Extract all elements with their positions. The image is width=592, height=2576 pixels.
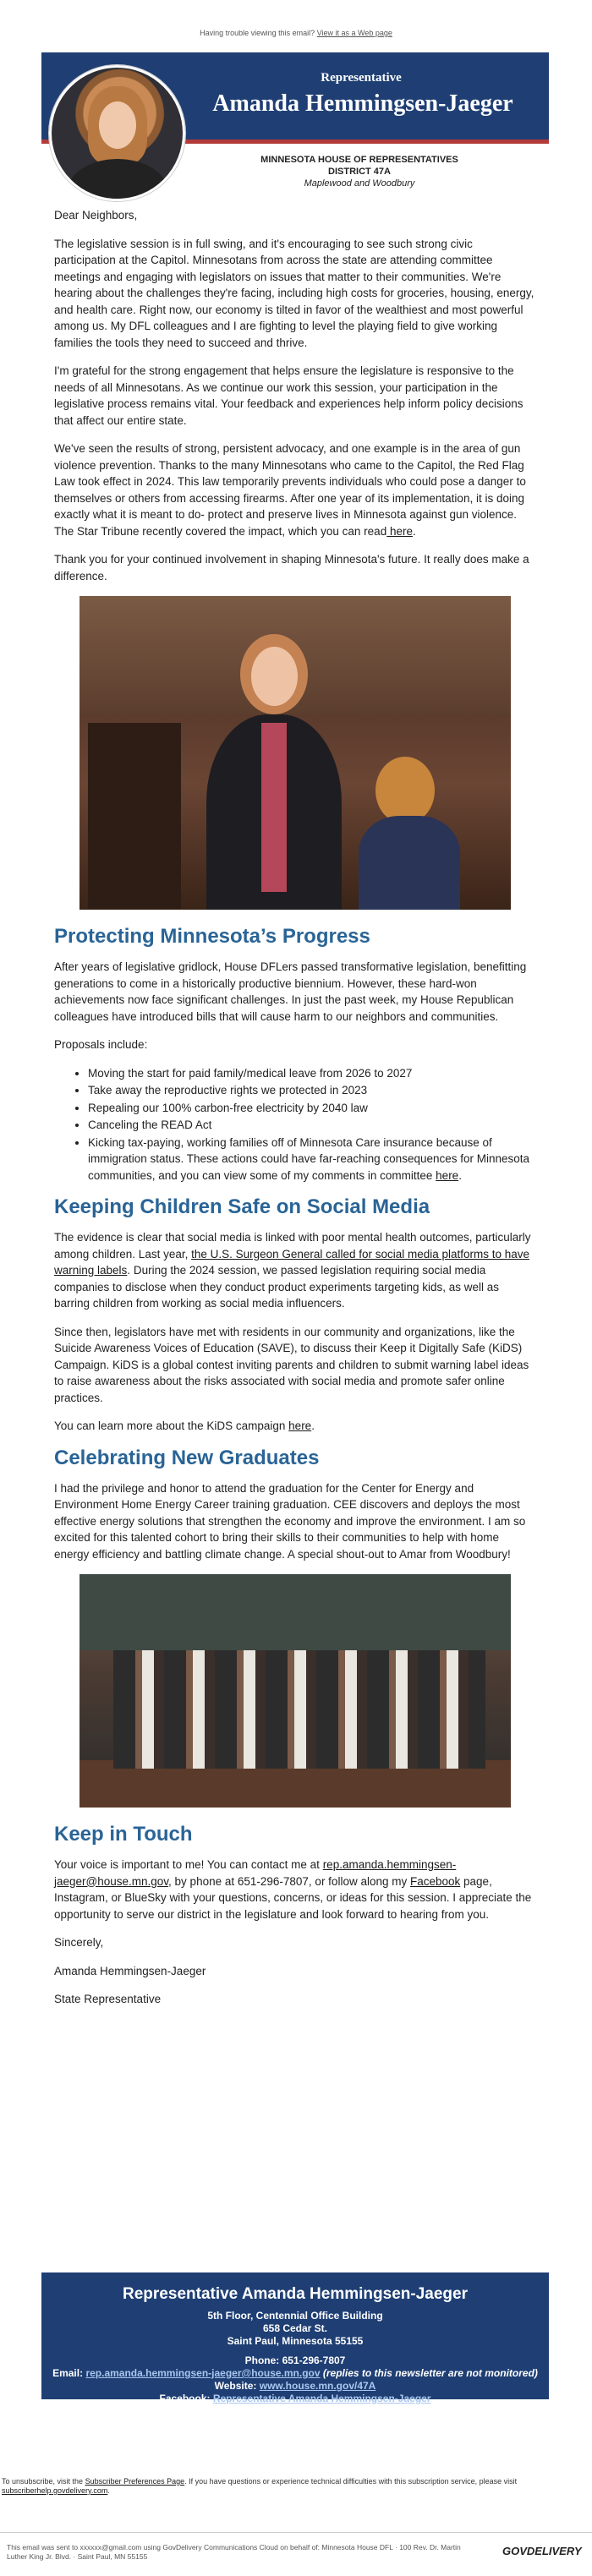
- proposals-list: [54, 1065, 536, 1184]
- govdelivery-logo: GOVDELIVERY: [502, 2545, 582, 2557]
- intro-paragraph-2: I'm grateful for the strong engagement that helps ensure the legislature is responsive to the needs of all Minnesotans. As we continue our work this session, your participation in the legislative process remains vital. Your feedback and experiences help inform policy decisions that affect our entire state.: [54, 364, 523, 427]
- email-link[interactable]: rep.amanda.hemmingsen-jaeger@house.mn.gov: [54, 1858, 457, 1888]
- avatar-face: [99, 101, 136, 149]
- avatar: [49, 65, 185, 201]
- intro-paragraph-3: We've seen the results of strong, persistent advocacy, and one example is in the area of gun violence prevention. Thanks to the many Minnesotans who came to the Capitol, the Red Flag Law took effect in 2024. This law temporarily prevents individuals who could pose a danger to themselves or others from accessing firearms. After one year of its implementation, it is doing exactly what it is meant to do- protect and preserve lives in Minnesota against gun violence. The Star Tribune recently covered the impact, which you can read here.: [54, 442, 526, 538]
- progress-paragraph-1: After years of legislative gridlock, House DFLers passed transformative legislation, benefitting generations to come in a historically productive biennium. However, these hard-won achievements now face significant challenges. In just the past week, my House Republican colleagues have introduced bills that will cause harm to our neighbors and communities.: [54, 960, 527, 1023]
- capitol-speaking-photo: [79, 596, 511, 910]
- photo-background-person-body: [359, 816, 460, 910]
- footer-facebook-link[interactable]: Representative Amanda Hemmingsen-Jaeger: [212, 2393, 431, 2404]
- header-title: Amanda Hemmingsen-Jaeger: [212, 90, 513, 117]
- list-item: • Repealing our 100% carbon-free electricity by 2040 law: [88, 1100, 536, 1117]
- divider: [0, 2532, 592, 2533]
- contact-footer: Representative Amanda Hemmingsen-Jaeger 5th Floor, Centennial Office Building 658 Cedar St. Saint Paul, Minnesota 55155 Phone: 651-296-7807 Email: rep.amanda.hemmingsen-jaeger@house.mn.gov (replies to this newsletter are not monitored) Website: www.house.mn.gov/47A Facebook: Representative Amanda Hemmingsen-Jaeger Legislative Assistant: Boon Xiong, 651-296-2585: [41, 2272, 549, 2399]
- contact-paragraph: Your voice is important to me! You can contact me at rep.amanda.hemmingsen-jaeger@house.mn.gov, by phone at 651-296-7807, or follow along my Facebook page, Instagram, or BlueSky with your questions, concerns, or ideas for this session. I appreciate the opportunity to serve our district in the legislature and look forward to hearing from you.: [54, 1858, 532, 1921]
- section-heading-progress: Protecting Minnesota’s Progress: [54, 925, 370, 948]
- kids-campaign-link[interactable]: here: [288, 1419, 312, 1432]
- unsubscribe-notice: To unsubscribe, visit the Subscriber Preferences Page. If you have questions or experience technical difficulties with this subscription service, please visit subscriberhelp.govdelivery.com.: [2, 2477, 518, 2495]
- committee-comments-link[interactable]: here: [436, 1168, 459, 1182]
- surgeon-general-link[interactable]: the U.S. Surgeon General called for social media platforms to have warning labels: [54, 1247, 530, 1277]
- web-view-note: Having trouble viewing this email? View it as a Web page: [200, 29, 392, 37]
- view-as-web-page-link[interactable]: View it as a Web page: [316, 29, 392, 37]
- photo-shadow: [88, 723, 181, 909]
- sent-notice: This email was sent to xxxxxx@gmail.com using GovDelivery Communications Cloud on behalf of: Minnesota House DFL · 100 Rev. Dr. Martin Luther King Jr. Blvd. · Saint Paul, MN 55155: [7, 2543, 461, 2561]
- photo-person-scarf: [261, 723, 287, 892]
- avatar-shoulders: [67, 159, 168, 201]
- section-heading-social-media: Keeping Children Safe on Social Media: [54, 1195, 430, 1218]
- section-heading-keep-in-touch: Keep in Touch: [54, 1823, 193, 1846]
- social-media-paragraph-2: Since then, legislators have met with residents in our community and organizations, like the Suicide Awareness Voices of Education (SAVE), to discuss their Keep it Digitally Safe (KiDS) Campaign. KiDS is a global contest inviting parents and children to submit warning label ideas to raise awareness about the risks associated with social media and promote safer online practices.: [54, 1325, 529, 1404]
- graduates-paragraph: I had the privilege and honor to attend the graduation for the Center for Energy and Environment Home Energy Career training graduation. CEE discovers and deploys the most effective energy solutions that strengthen the economy and improve the environment. I am so excited for this talented cohort to bring their skills to their communities to help with home energy efficiency and battling climate change. A special shout-out to Amar from Woodbury!: [54, 1481, 526, 1561]
- greeting: Dear Neighbors,: [54, 209, 138, 222]
- social-media-paragraph-3: You can learn more about the KiDS campaign here.: [54, 1419, 315, 1432]
- district-info: MINNESOTA HOUSE OF REPRESENTATIVES DISTRICT 47A Maplewood and Woodbury: [260, 155, 458, 189]
- newsletter-body: [54, 207, 536, 2020]
- signature-title: State Representative: [54, 1993, 162, 2005]
- photo-chalkboard: [79, 1574, 511, 1650]
- list-item: • Kicking tax-paying, working families off of Minnesota Care insurance because of immigration status. These actions could have far-reaching consequences for Minnesota communities, and you can view some of my comments in committee here.: [88, 1135, 536, 1184]
- list-item: • Take away the reproductive rights we protected in 2023: [88, 1082, 536, 1099]
- section-heading-graduates: Celebrating New Graduates: [54, 1446, 320, 1469]
- list-item: • Canceling the READ Act: [88, 1117, 536, 1134]
- photo-graduates-group: [113, 1650, 485, 1769]
- sign-off: Sincerely,: [54, 1936, 104, 1949]
- photo-background-person: [375, 757, 435, 824]
- list-item: • Moving the start for paid family/medical leave from 2026 to 2027: [88, 1065, 536, 1082]
- subscriber-preferences-link[interactable]: Subscriber Preferences Page: [85, 2477, 185, 2486]
- intro-paragraph-4: Thank you for your continued involvement in shaping Minnesota's future. It really does make a difference.: [54, 553, 529, 582]
- footer-website-link[interactable]: www.house.mn.gov/47A: [259, 2380, 376, 2392]
- progress-paragraph-2: Proposals include:: [54, 1038, 148, 1051]
- graduation-group-photo: [79, 1574, 511, 1808]
- signature-name: Amanda Hemmingsen-Jaeger: [54, 1964, 206, 1977]
- photo-person-face: [251, 647, 298, 706]
- footer-email-link[interactable]: rep.amanda.hemmingsen-jaeger@house.mn.gov: [85, 2367, 321, 2379]
- subscriber-help-link[interactable]: subscriberhelp.govdelivery.com: [2, 2486, 108, 2495]
- facebook-link[interactable]: Facebook: [409, 1874, 461, 1888]
- social-media-paragraph-1: The evidence is clear that social media is linked with poor mental health outcomes, particularly among children. Last year, the U.S. Surgeon General called for social media platforms to have warning labels. During the 2024 session, we passed legislation requiring social media companies to disclose when they conduct product experiments targeting kids, as well as barring children from working as social media influencers.: [54, 1231, 531, 1310]
- header-subtitle: Representative: [321, 71, 402, 85]
- footer-title: Representative Amanda Hemmingsen-Jaeger: [123, 2285, 468, 2303]
- intro-paragraph-1: The legislative session is in full swing, and it's encouraging to see such strong civic participation at the Capitol. Minnesotans from across the state are attending committee meetings and engaging with legislators on issues that matter to their communities. We're hearing about the challenges they're facing, including high costs for groceries, housing, energy, and health care. Right now, our economy is tilted in favor of the wealthiest and most powerful among us. My DFL colleagues and I are fighting to level the playing field to give working families the tools they need to succeed and thrive.: [54, 237, 534, 349]
- star-tribune-link[interactable]: here: [386, 524, 413, 538]
